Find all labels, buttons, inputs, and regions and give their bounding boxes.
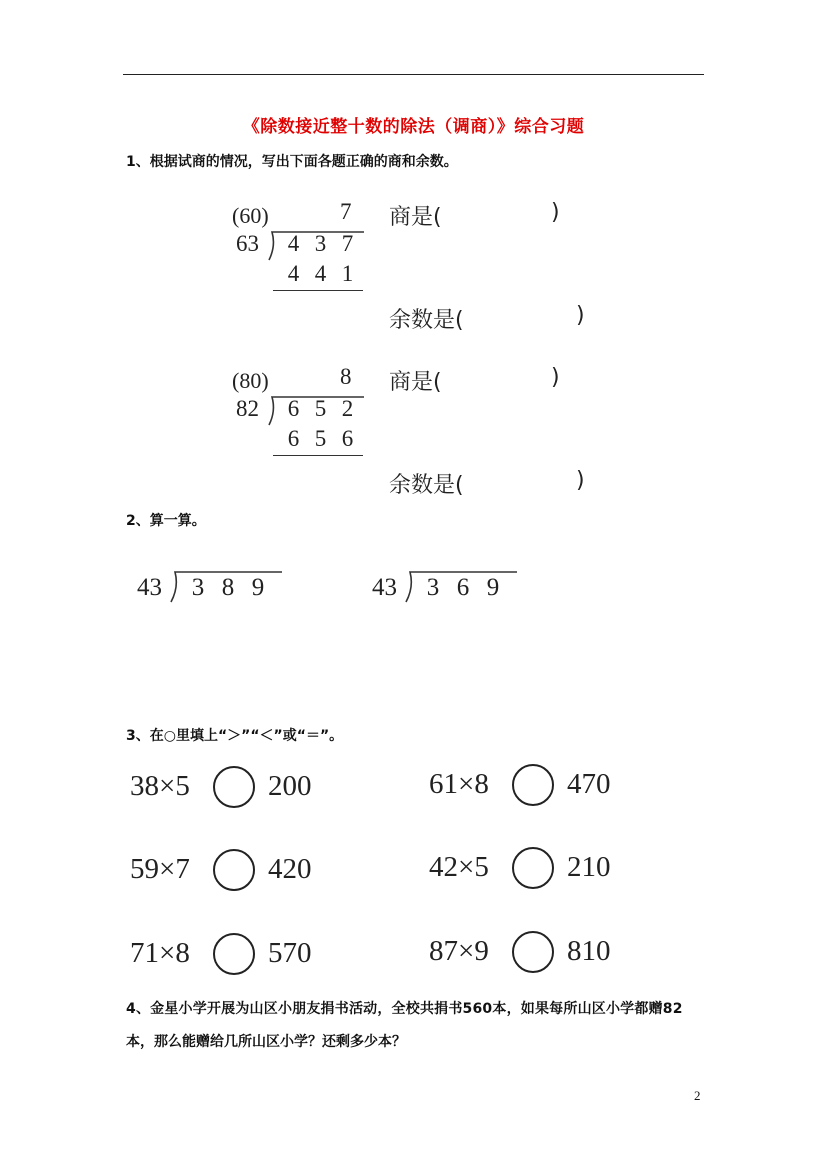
dividend-digit: 7: [341, 231, 354, 256]
quotient-digit: 8: [340, 364, 352, 389]
comparison-left: 87×9: [429, 935, 489, 967]
page-title: 《除数接近整十数的除法（调商）》综合习题: [242, 117, 585, 137]
comparison-left: 42×5: [429, 851, 489, 883]
dividend-digit: 9: [251, 574, 265, 601]
trial-quotient: (80): [232, 368, 269, 393]
answer-circle[interactable]: [213, 766, 255, 808]
product-digit: 6: [341, 426, 354, 451]
comparison-right: 210: [567, 851, 611, 883]
dividend: [418, 574, 508, 602]
dividend-digit: 3: [314, 231, 327, 256]
quotient-label: 商是(: [389, 370, 442, 395]
dividend-digit: 3: [191, 574, 205, 601]
answer-circle[interactable]: [512, 931, 554, 973]
quotient-digit: 7: [340, 199, 352, 224]
subtraction-line: [273, 455, 363, 456]
subtraction-line: [273, 290, 363, 291]
answer-circle[interactable]: [213, 849, 255, 891]
trial-quotient: (60): [232, 203, 269, 228]
dividend-digit: 2: [341, 396, 354, 421]
dividend-digit: 6: [456, 574, 470, 601]
divisor: 63: [236, 231, 259, 256]
remainder-label: 余数是(: [389, 473, 464, 498]
dividend: [280, 396, 361, 422]
answer-circle[interactable]: [213, 933, 255, 975]
dividend: [183, 574, 273, 602]
comparison-left: 71×8: [130, 937, 190, 969]
question-1-prompt: 1、根据试商的情况，写出下面各题正确的商和余数。: [126, 154, 458, 170]
dividend: [280, 231, 361, 257]
product-digit: 1: [341, 261, 354, 286]
answer-circle[interactable]: [512, 847, 554, 889]
comparison-right: 420: [268, 853, 312, 885]
question-2-prompt: 2、算一算。: [126, 513, 206, 529]
question-4-line-1: 4、金星小学开展为山区小朋友捐书活动，全校共捐书560本，如果每所山区小学都赠82: [126, 1001, 683, 1017]
divisor: 43: [137, 574, 162, 601]
product: [280, 426, 361, 452]
comparison-right: 810: [567, 935, 611, 967]
comparison-right: 570: [268, 937, 312, 969]
comparison-left: 61×8: [429, 768, 489, 800]
comparison-left: 38×5: [130, 770, 190, 802]
product-digit: 4: [314, 261, 327, 286]
dividend-digit: 8: [221, 574, 235, 601]
product-digit: 6: [287, 426, 300, 451]
answer-circle[interactable]: [512, 764, 554, 806]
dividend-digit: 3: [426, 574, 440, 601]
question-4-line-2: 本，那么能赠给几所山区小学？还剩多少本？: [126, 1034, 406, 1050]
remainder-close-paren: ): [576, 303, 585, 328]
dividend-digit: 6: [287, 396, 300, 421]
comparison-left: 59×7: [130, 853, 190, 885]
comparison-right: 470: [567, 768, 611, 800]
product-digit: 5: [314, 426, 327, 451]
quotient-close-paren: ): [551, 365, 560, 390]
quotient-close-paren: ): [551, 200, 560, 225]
question-3-prompt: 3、在○里填上“＞”“＜”或“＝”。: [126, 728, 344, 744]
product-digit: 4: [287, 261, 300, 286]
page-number: 2: [694, 1088, 701, 1103]
comparison-right: 200: [268, 770, 312, 802]
dividend-digit: 4: [287, 231, 300, 256]
header-rule: [123, 74, 704, 75]
dividend-digit: 5: [314, 396, 327, 421]
divisor: 43: [372, 574, 397, 601]
remainder-close-paren: ): [576, 468, 585, 493]
quotient-label: 商是(: [389, 205, 442, 230]
divisor: 82: [236, 396, 259, 421]
dividend-digit: 9: [486, 574, 500, 601]
product: [280, 261, 361, 287]
remainder-label: 余数是(: [389, 308, 464, 333]
